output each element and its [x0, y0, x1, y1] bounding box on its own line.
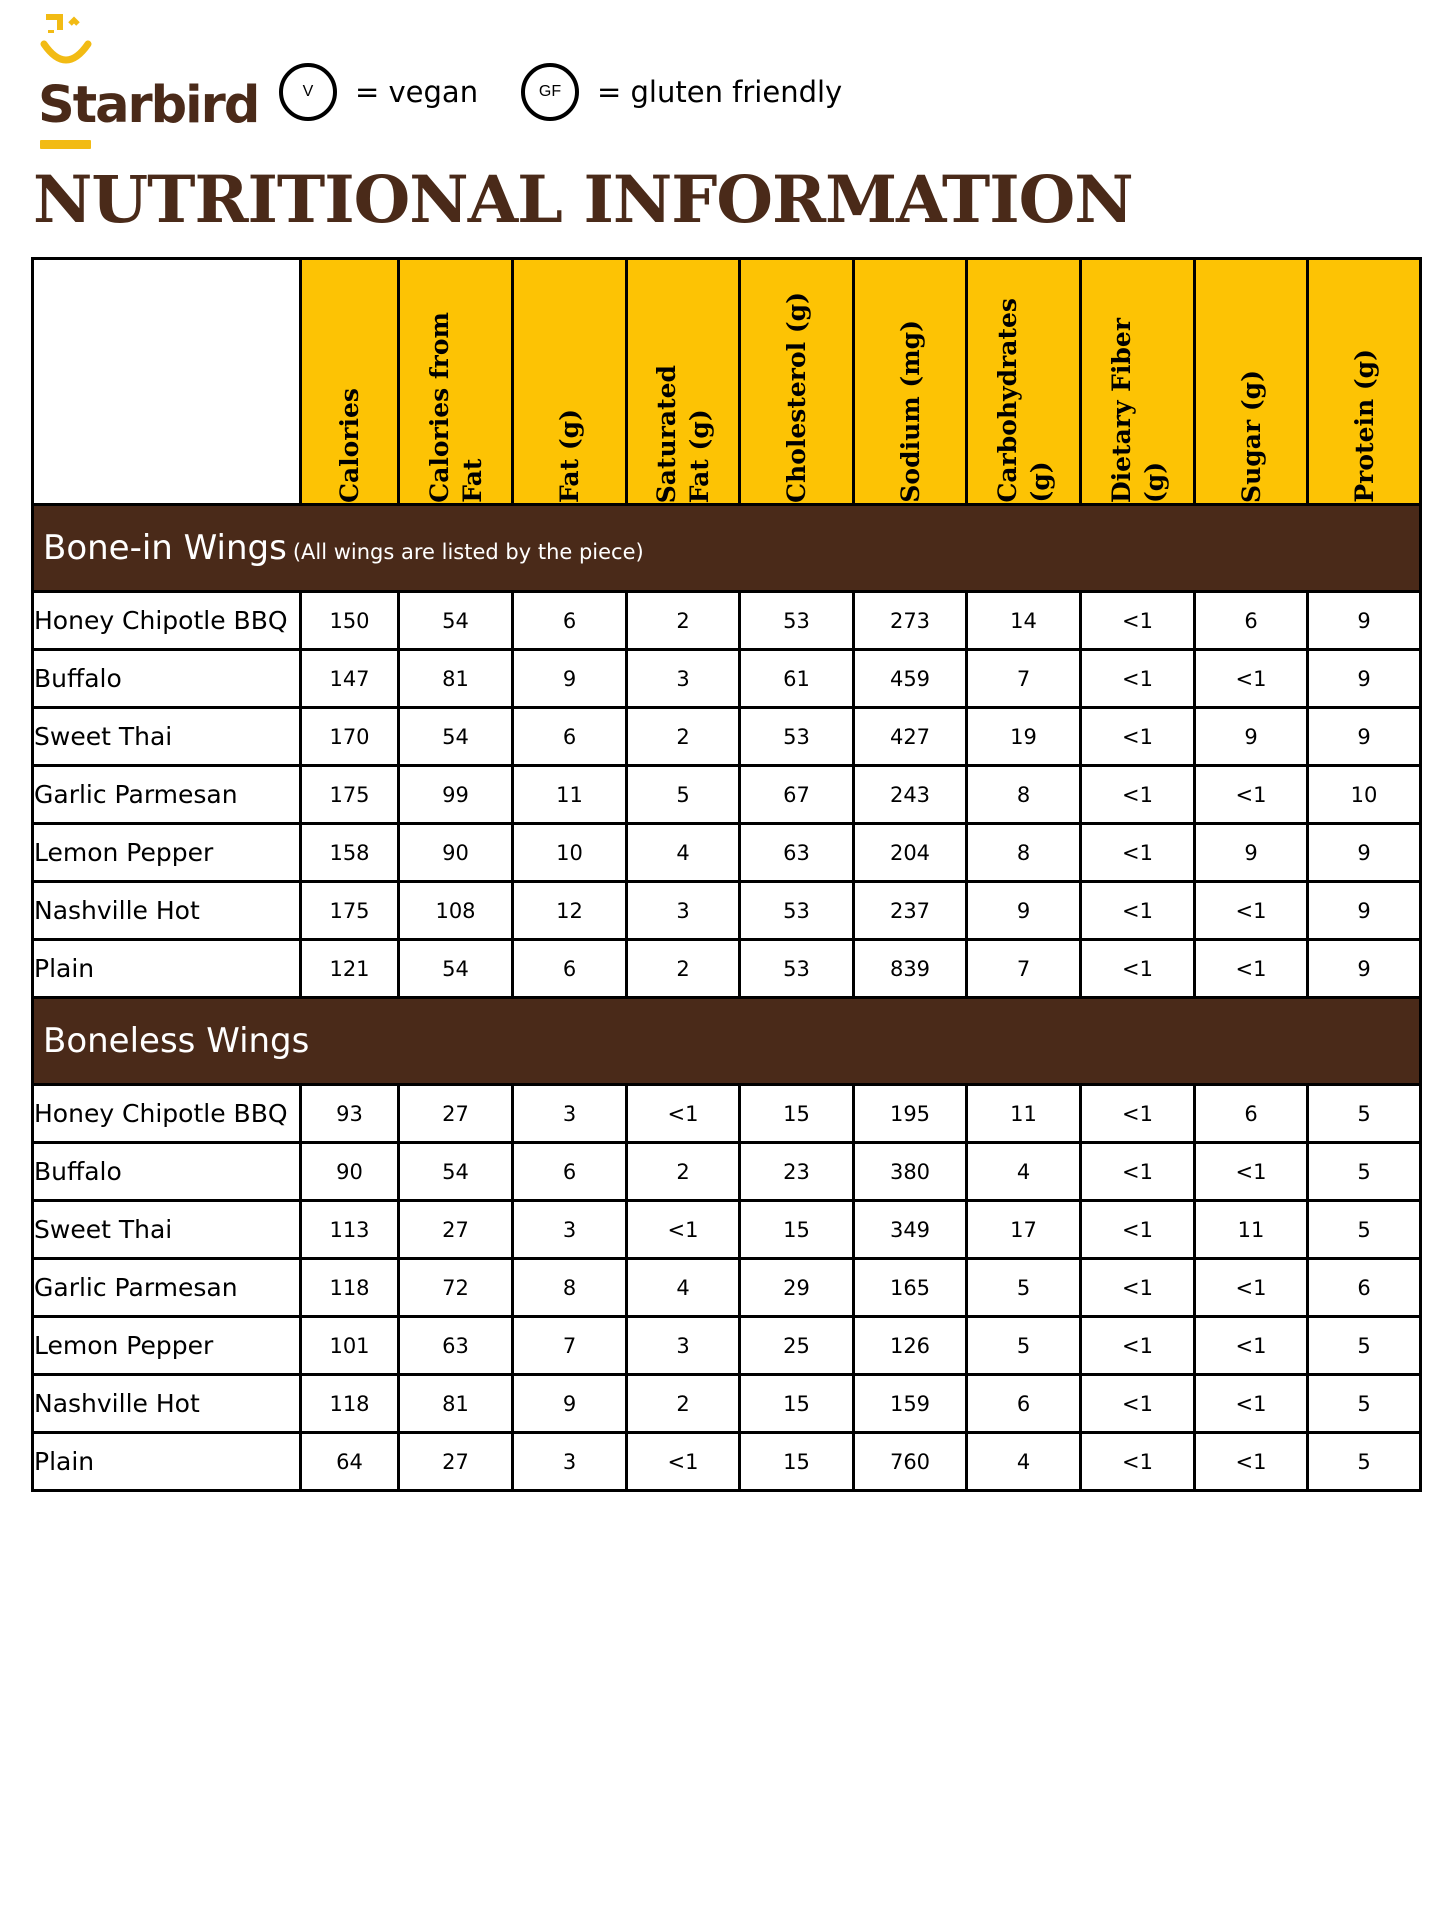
value-cell: 25	[740, 1317, 854, 1375]
value-cell: 7	[967, 940, 1081, 998]
value-cell: 14	[967, 592, 1081, 650]
value-cell: 6	[1308, 1259, 1421, 1317]
value-cell: 5	[627, 766, 740, 824]
value-cell: 63	[399, 1317, 513, 1375]
value-cell: <1	[1081, 1085, 1195, 1143]
value-cell: <1	[1081, 1433, 1195, 1491]
value-cell: <1	[1081, 1259, 1195, 1317]
value-cell: 15	[740, 1201, 854, 1259]
section-title: Boneless Wings	[43, 1021, 310, 1061]
value-cell: 459	[854, 650, 967, 708]
legend-gluten-friendly-text: = gluten friendly	[597, 75, 843, 109]
table-row	[33, 1085, 1421, 1143]
value-cell: 5	[1308, 1085, 1421, 1143]
value-cell: 15	[740, 1433, 854, 1491]
value-cell: 4	[627, 1259, 740, 1317]
column-header	[854, 259, 967, 505]
value-cell: <1	[1081, 824, 1195, 882]
value-cell: 27	[399, 1201, 513, 1259]
value-cell: 67	[740, 766, 854, 824]
value-cell: 54	[399, 592, 513, 650]
table-row	[33, 650, 1421, 708]
value-cell: 243	[854, 766, 967, 824]
value-cell: <1	[1195, 766, 1308, 824]
value-cell: 6	[1195, 592, 1308, 650]
value-cell: 5	[1308, 1375, 1421, 1433]
value-cell: 9	[1308, 824, 1421, 882]
value-cell: 6	[967, 1375, 1081, 1433]
value-cell: 2	[627, 592, 740, 650]
table-row	[33, 1143, 1421, 1201]
value-cell: 54	[399, 940, 513, 998]
table-row	[33, 1375, 1421, 1433]
value-cell: <1	[1081, 766, 1195, 824]
value-cell: 10	[513, 824, 627, 882]
starbird-logo	[38, 14, 259, 150]
value-cell: 3	[513, 1433, 627, 1491]
value-cell: 15	[740, 1375, 854, 1433]
value-cell: <1	[1081, 1375, 1195, 1433]
value-cell: 53	[740, 592, 854, 650]
value-cell: <1	[1081, 650, 1195, 708]
value-cell: <1	[1195, 1375, 1308, 1433]
column-header-label: Fat (g)	[555, 409, 584, 503]
item-name-cell: Honey Chipotle BBQ	[33, 1085, 301, 1143]
nutrition-table	[31, 257, 1422, 1492]
item-name-cell: Garlic Parmesan	[33, 1259, 301, 1317]
value-cell: 6	[513, 708, 627, 766]
value-cell: 9	[1308, 882, 1421, 940]
value-cell: 3	[627, 1317, 740, 1375]
value-cell: 93	[301, 1085, 399, 1143]
header-corner-cell	[33, 259, 301, 505]
value-cell: 9	[1195, 708, 1308, 766]
value-cell: 113	[301, 1201, 399, 1259]
column-header-label: Cholesterol (g)	[782, 292, 811, 503]
value-cell: 53	[740, 940, 854, 998]
value-cell: 6	[513, 940, 627, 998]
value-cell: 158	[301, 824, 399, 882]
value-cell: 273	[854, 592, 967, 650]
value-cell: 5	[967, 1259, 1081, 1317]
value-cell: 147	[301, 650, 399, 708]
column-header	[1308, 259, 1421, 505]
brand-name: Starbird	[38, 76, 259, 135]
value-cell: 4	[627, 824, 740, 882]
item-name-cell: Lemon Pepper	[33, 1317, 301, 1375]
value-cell: <1	[1195, 1259, 1308, 1317]
table-row	[33, 824, 1421, 882]
value-cell: 108	[399, 882, 513, 940]
value-cell: 2	[627, 1143, 740, 1201]
value-cell: 101	[301, 1317, 399, 1375]
value-cell: 63	[740, 824, 854, 882]
value-cell: 81	[399, 1375, 513, 1433]
value-cell: 10	[1308, 766, 1421, 824]
value-cell: 3	[627, 882, 740, 940]
value-cell: 121	[301, 940, 399, 998]
item-name-cell: Sweet Thai	[33, 1201, 301, 1259]
section-header-cell	[33, 998, 1421, 1085]
value-cell: 5	[1308, 1201, 1421, 1259]
value-cell: 118	[301, 1375, 399, 1433]
item-name-cell: Buffalo	[33, 1143, 301, 1201]
value-cell: 5	[1308, 1143, 1421, 1201]
value-cell: 7	[967, 650, 1081, 708]
column-header-label: Sugar (g)	[1236, 370, 1266, 503]
item-name-cell: Nashville Hot	[33, 1375, 301, 1433]
table-row	[33, 1201, 1421, 1259]
value-cell: 54	[399, 1143, 513, 1201]
value-cell: 118	[301, 1259, 399, 1317]
item-name-cell: Garlic Parmesan	[33, 766, 301, 824]
value-cell: 6	[513, 592, 627, 650]
value-cell: 9	[1308, 708, 1421, 766]
value-cell: 53	[740, 882, 854, 940]
item-name-cell: Plain	[33, 940, 301, 998]
value-cell: 9	[1308, 592, 1421, 650]
value-cell: 12	[513, 882, 627, 940]
value-cell: 175	[301, 882, 399, 940]
value-cell: 9	[513, 1375, 627, 1433]
value-cell: 204	[854, 824, 967, 882]
column-header-label: Saturated Fat (g)	[652, 364, 714, 503]
item-name-cell: Honey Chipotle BBQ	[33, 592, 301, 650]
value-cell: 175	[301, 766, 399, 824]
value-cell: 27	[399, 1433, 513, 1491]
value-cell: 427	[854, 708, 967, 766]
value-cell: 5	[1308, 1433, 1421, 1491]
value-cell: 90	[301, 1143, 399, 1201]
item-name-cell: Plain	[33, 1433, 301, 1491]
value-cell: 29	[740, 1259, 854, 1317]
brand-underline	[40, 140, 91, 149]
value-cell: <1	[1195, 1433, 1308, 1491]
value-cell: 2	[627, 708, 740, 766]
column-header-label: Dietary Fiber (g)	[1106, 317, 1169, 503]
value-cell: 349	[854, 1201, 967, 1259]
value-cell: <1	[1195, 1143, 1308, 1201]
value-cell: <1	[1081, 1201, 1195, 1259]
item-name-cell: Lemon Pepper	[33, 824, 301, 882]
value-cell: 8	[967, 824, 1081, 882]
table-body	[33, 505, 1421, 1491]
value-cell: <1	[1081, 708, 1195, 766]
value-cell: 170	[301, 708, 399, 766]
legend-vegan-text: = vegan	[355, 75, 479, 109]
table-row	[33, 940, 1421, 998]
value-cell: 2	[627, 1375, 740, 1433]
starbird-smile-icon	[40, 14, 92, 72]
column-header	[627, 259, 740, 505]
value-cell: <1	[1195, 1317, 1308, 1375]
section-header-row	[33, 505, 1421, 592]
value-cell: 5	[1308, 1317, 1421, 1375]
value-cell: 7	[513, 1317, 627, 1375]
value-cell: 64	[301, 1433, 399, 1491]
section-header-cell	[33, 505, 1421, 592]
table-row	[33, 708, 1421, 766]
value-cell: <1	[1081, 882, 1195, 940]
value-cell: <1	[627, 1433, 740, 1491]
value-cell: 6	[1195, 1085, 1308, 1143]
column-header-label: Calories from Fat	[424, 312, 487, 503]
value-cell: 380	[854, 1143, 967, 1201]
value-cell: 839	[854, 940, 967, 998]
value-cell: 8	[513, 1259, 627, 1317]
column-header	[513, 259, 627, 505]
value-cell: 5	[967, 1317, 1081, 1375]
value-cell: 99	[399, 766, 513, 824]
value-cell: <1	[1081, 592, 1195, 650]
section-header-row	[33, 998, 1421, 1085]
value-cell: 17	[967, 1201, 1081, 1259]
value-cell: 6	[513, 1143, 627, 1201]
column-header	[1081, 259, 1195, 505]
value-cell: 61	[740, 650, 854, 708]
column-header	[740, 259, 854, 505]
value-cell: 9	[1308, 940, 1421, 998]
column-header-label: Carbohydrates (g)	[992, 298, 1055, 503]
value-cell: 53	[740, 708, 854, 766]
value-cell: <1	[1195, 882, 1308, 940]
column-header	[301, 259, 399, 505]
table-row	[33, 1317, 1421, 1375]
value-cell: 3	[513, 1085, 627, 1143]
vegan-icon: V	[279, 63, 337, 121]
value-cell: 54	[399, 708, 513, 766]
value-cell: 165	[854, 1259, 967, 1317]
table-row	[33, 1259, 1421, 1317]
column-header	[399, 259, 513, 505]
value-cell: 11	[1195, 1201, 1308, 1259]
value-cell: <1	[1195, 940, 1308, 998]
section-title: Bone-in Wings	[43, 528, 287, 568]
value-cell: 4	[967, 1433, 1081, 1491]
section-note: (All wings are listed by the piece)	[292, 540, 644, 564]
value-cell: 9	[513, 650, 627, 708]
column-header	[1195, 259, 1308, 505]
value-cell: <1	[1195, 650, 1308, 708]
value-cell: 11	[967, 1085, 1081, 1143]
legend-vegan	[279, 63, 478, 121]
value-cell: 9	[967, 882, 1081, 940]
legend-gluten-friendly	[521, 63, 842, 121]
value-cell: 195	[854, 1085, 967, 1143]
item-name-cell: Buffalo	[33, 650, 301, 708]
table-row	[33, 882, 1421, 940]
value-cell: 81	[399, 650, 513, 708]
value-cell: 90	[399, 824, 513, 882]
value-cell: 126	[854, 1317, 967, 1375]
value-cell: 8	[967, 766, 1081, 824]
value-cell: 15	[740, 1085, 854, 1143]
table-row	[33, 766, 1421, 824]
value-cell: 23	[740, 1143, 854, 1201]
table-row	[33, 1433, 1421, 1491]
column-header-label: Sodium (mg)	[895, 320, 925, 503]
value-cell: 159	[854, 1375, 967, 1433]
table-row	[33, 592, 1421, 650]
value-cell: 27	[399, 1085, 513, 1143]
value-cell: <1	[627, 1201, 740, 1259]
value-cell: 19	[967, 708, 1081, 766]
column-header-label: Protein (g)	[1349, 349, 1379, 503]
value-cell: <1	[1081, 1317, 1195, 1375]
column-header	[967, 259, 1081, 505]
value-cell: 237	[854, 882, 967, 940]
column-header-label: Calories	[335, 388, 364, 503]
column-header-row	[33, 259, 1421, 505]
value-cell: <1	[627, 1085, 740, 1143]
value-cell: 4	[967, 1143, 1081, 1201]
value-cell: <1	[1081, 940, 1195, 998]
page-title: NUTRITIONAL INFORMATION	[33, 162, 1133, 238]
value-cell: 9	[1195, 824, 1308, 882]
value-cell: 3	[513, 1201, 627, 1259]
value-cell: 2	[627, 940, 740, 998]
value-cell: 150	[301, 592, 399, 650]
value-cell: 72	[399, 1259, 513, 1317]
value-cell: <1	[1081, 1143, 1195, 1201]
value-cell: 3	[627, 650, 740, 708]
item-name-cell: Sweet Thai	[33, 708, 301, 766]
value-cell: 11	[513, 766, 627, 824]
value-cell: 9	[1308, 650, 1421, 708]
item-name-cell: Nashville Hot	[33, 882, 301, 940]
value-cell: 760	[854, 1433, 967, 1491]
gluten-friendly-icon: GF	[521, 63, 579, 121]
